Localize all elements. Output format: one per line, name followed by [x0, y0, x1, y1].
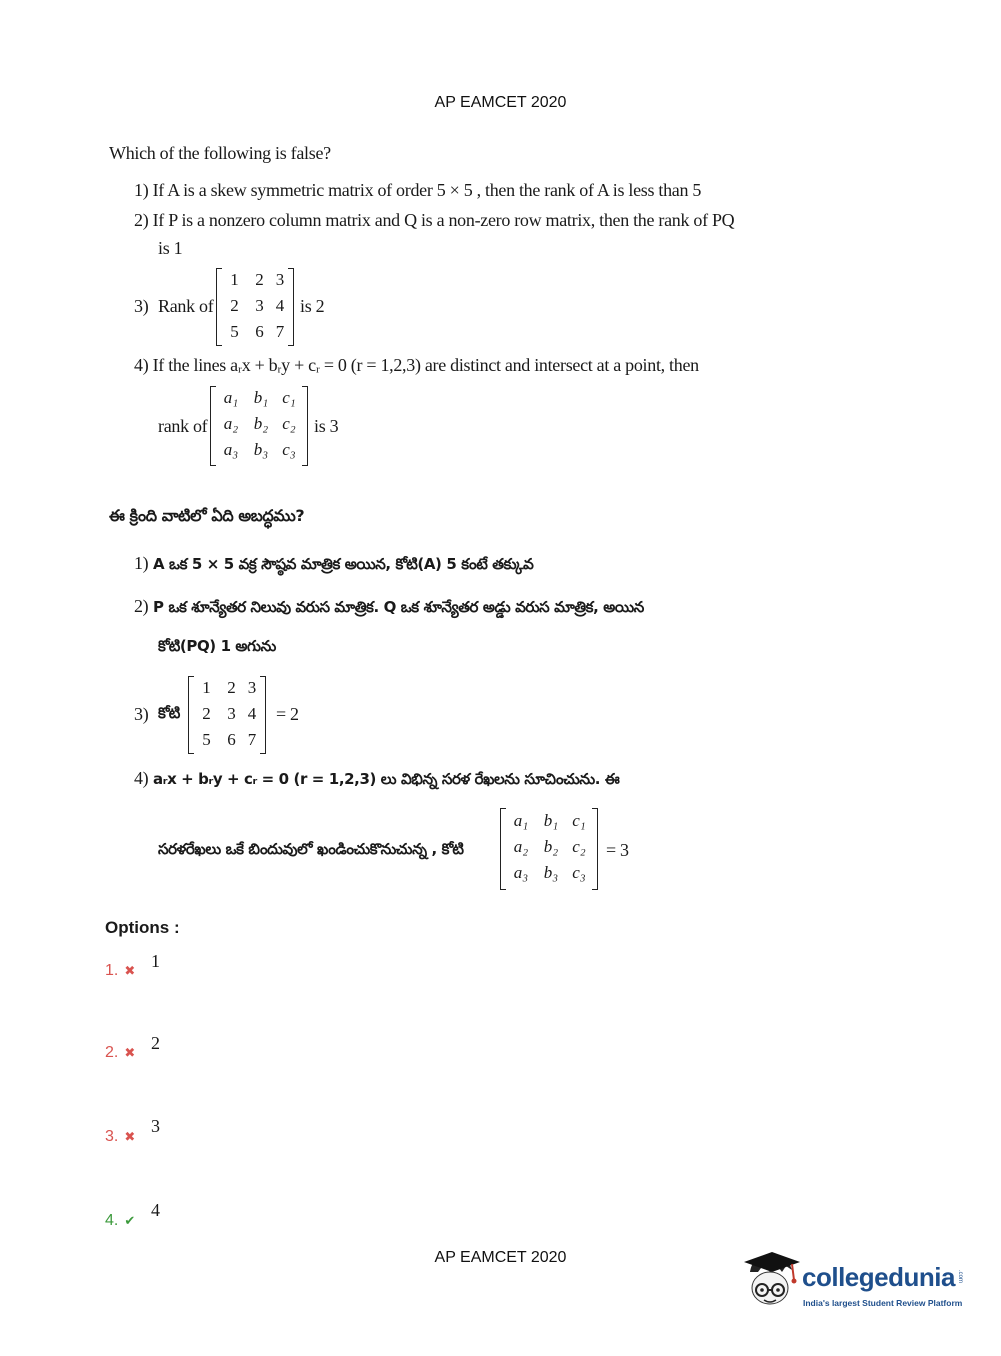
en-m4-cell: b₁	[253, 388, 269, 407]
question-stem-te: ఈ క్రింది వాటిలో ఏది అబద్ధము?	[109, 506, 305, 525]
en-item-2-text: If P is a nonzero column matrix and Q is a non-zero row matrix, then the rank of PQ	[152, 210, 735, 230]
te-item-3-pre: కోటి	[158, 704, 180, 722]
en-m3-cell: 1	[230, 270, 239, 289]
page-footer: AP EAMCET 2020	[434, 1249, 567, 1266]
page-header: AP EAMCET 2020	[434, 94, 567, 111]
te-item-2	[134, 596, 644, 620]
option-2-number: 2.	[105, 1044, 119, 1061]
te-item-4-post: = 3	[606, 840, 629, 860]
option-4-value: 4	[151, 1200, 160, 1220]
te-item-2-num: 2)	[134, 596, 149, 616]
en-item-3-pre: Rank of	[158, 296, 214, 316]
en-m3-cell: 3	[275, 270, 285, 289]
en-item-4-num: 4)	[134, 355, 149, 375]
en-matrix-3	[216, 268, 294, 346]
en-m4-cell: b₃	[253, 440, 269, 459]
te-item-4-num: 4)	[134, 768, 149, 788]
options-title: Options :	[105, 918, 180, 937]
te-m3-cell: 4	[247, 704, 257, 723]
en-m4-cell: a₁	[223, 388, 239, 407]
option-3[interactable]	[105, 1128, 135, 1146]
te-m3-cell: 2	[202, 704, 211, 723]
te-m3-cell: 2	[227, 678, 236, 697]
te-item-4-pre: సరళరేఖలు ఒకే బిందువులో ఖండించుకొనుచున్న , కోటి	[158, 840, 464, 858]
en-m3-cell: 7	[275, 322, 285, 341]
te-item-4-line: aᵣx + bᵣy + cᵣ = 0 (r = 1,2,3) లు విభిన్న సరళ రేఖలను సూచించును. ఈ	[153, 770, 620, 788]
en-item-4-post: is 3	[314, 416, 339, 436]
cross-icon: ✖	[124, 1046, 136, 1061]
en-item-1-num: 1)	[134, 180, 149, 200]
te-m3-cell: 1	[202, 678, 211, 697]
te-m4-cell: c₂	[572, 837, 586, 856]
option-3-number: 3.	[105, 1128, 119, 1145]
te-item-3-post: = 2	[276, 704, 299, 724]
en-item-1-text: If A is a skew symmetric matrix of order 5 × 5 , then the rank of A is less than 5	[152, 180, 702, 200]
en-m4-cell: a₃	[223, 440, 239, 459]
te-matrix-3	[188, 676, 266, 754]
en-m3-cell: 2	[255, 270, 264, 289]
option-4-number: 4.	[105, 1212, 119, 1229]
option-1-number: 1.	[105, 962, 119, 979]
te-m3-cell: 3	[227, 704, 236, 723]
en-item-4-line: If the lines aᵣx + bᵣy + cᵣ = 0 (r = 1,2,3) are distinct and intersect at a point, then	[152, 355, 699, 375]
te-item-1-num: 1)	[134, 553, 149, 573]
option-3-value: 3	[151, 1116, 160, 1136]
en-m3-cell: 3	[255, 296, 264, 315]
en-m4-cell: c₃	[282, 440, 296, 459]
te-m4-cell: b₃	[543, 863, 559, 882]
te-item-2-text: P ఒక శూన్యేతర నిలువు వరుస మాత్రిక. Q ఒక శూన్యేతర అడ్డు వరుస మాత్రిక, అయిన	[153, 598, 644, 616]
en-m3-cell: 2	[230, 296, 239, 315]
cross-icon: ✖	[124, 1130, 136, 1145]
en-m3-cell: 5	[230, 322, 239, 341]
te-m3-cell: 7	[247, 730, 257, 749]
brand-name: collegedunia	[802, 1262, 955, 1292]
te-item-3-num: 3)	[134, 704, 149, 724]
en-item-2-cont: is 1	[158, 238, 183, 258]
en-item-4-pre: rank of	[158, 416, 208, 436]
option-2-value: 2	[151, 1033, 160, 1053]
mascot-icon	[742, 1250, 802, 1312]
te-m4-cell: b₁	[543, 811, 559, 830]
te-item-2-cont: కోటి(PQ) 1 అగును	[158, 637, 276, 655]
question-stem-en: Which of the following is false?	[109, 143, 331, 163]
en-item-2	[134, 210, 734, 231]
brand-tagline: India's largest Student Review Platform	[803, 1298, 963, 1308]
en-m4-cell: b₂	[253, 414, 269, 433]
en-item-2-num: 2)	[134, 210, 149, 230]
check-icon: ✔	[124, 1214, 136, 1229]
cross-icon: ✖	[124, 964, 136, 979]
te-m3-cell: 3	[247, 678, 257, 697]
te-item-4	[134, 768, 619, 792]
te-m4-cell: a₃	[513, 863, 529, 882]
en-item-3-num: 3)	[134, 296, 149, 316]
te-item-1	[134, 553, 533, 577]
te-m4-cell: a₂	[513, 837, 529, 856]
en-m3-cell: 6	[255, 322, 264, 341]
en-item-1	[134, 180, 701, 201]
en-m4-cell: c₁	[282, 388, 296, 407]
option-2[interactable]	[105, 1044, 135, 1062]
option-4[interactable]	[105, 1212, 135, 1230]
en-item-4	[134, 355, 699, 376]
en-matrix-4	[210, 386, 308, 466]
te-m4-cell: b₂	[543, 837, 559, 856]
brand-suffix: .com	[957, 1270, 963, 1284]
te-m4-cell: c₁	[572, 811, 586, 830]
en-m4-cell: a₂	[223, 414, 239, 433]
te-m4-cell: c₃	[572, 863, 586, 882]
te-matrix-4	[500, 808, 598, 890]
te-item-1-text: A ఒక 5 × 5 వక్ర సౌష్ఠవ మాత్రిక అయిన, కోటి(A) 5 కంటే తక్కువ	[153, 555, 534, 573]
option-1-value: 1	[151, 951, 160, 971]
en-m3-cell: 4	[275, 296, 285, 315]
te-m3-cell: 6	[227, 730, 236, 749]
option-1[interactable]	[105, 962, 135, 980]
en-item-3-post: is 2	[300, 296, 325, 316]
te-m4-cell: a₁	[513, 811, 529, 830]
te-m3-cell: 5	[202, 730, 211, 749]
en-m4-cell: c₂	[282, 414, 296, 433]
